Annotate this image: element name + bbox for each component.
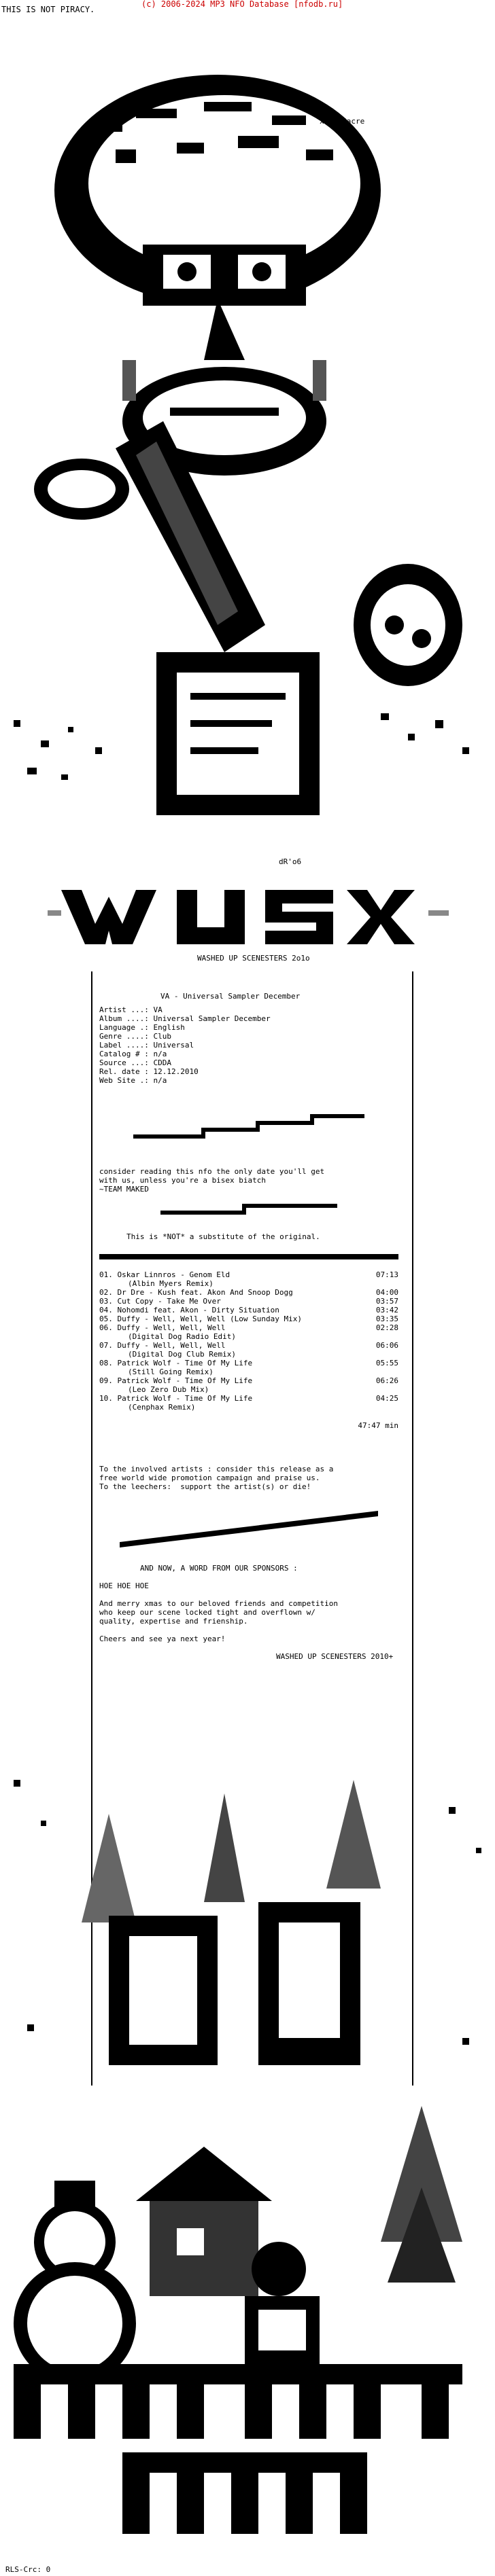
involved-line-1: To the involved artists : consider this release as a (99, 1465, 334, 1473)
involved-line-2: free world wide promotion campaign and praise us. (99, 1473, 320, 1482)
rls-crc: RLS-Crc: 0 (5, 2565, 51, 2574)
sponsors-sign: WASHED UP SCENESTERS 2010+ (276, 1652, 394, 1661)
field-row-source: Source ...: CDDA (99, 1058, 171, 1067)
track-row: 03. Cut Copy - Take Me Over 03:57 (99, 1297, 398, 1306)
sponsors-hoe: HOE HOE HOE (99, 1581, 149, 1590)
field-row-artist: Artist ...: VA (99, 1005, 163, 1014)
track-subtitle: (Still Going Remix) (128, 1367, 214, 1376)
field-row-genre: Genre ....: Club (99, 1032, 171, 1041)
divider-stairs-1 (133, 1107, 364, 1141)
header-left-text: THIS IS NOT PIRACY. (1, 5, 95, 14)
artist-credit-mid: dR'o6 (279, 857, 302, 866)
track-row: 05. Duffy - Well, Well, Well (Low Sunday Mix) 03:35 (99, 1314, 398, 1323)
sponsors-msg-1: And merry xmas to our beloved friends and competition (99, 1599, 338, 1608)
header-copyright-text: (c) 2006-2024 MP3 NFO Database [nfodb.ru] (141, 0, 343, 9)
track-subtitle: (Cenphax Remix) (128, 1403, 196, 1412)
consider-line-2: with us, unless you're a bisex biatch (99, 1176, 267, 1185)
track-subtitle: (Digital Dog Club Remix) (128, 1350, 236, 1359)
field-row-catalog: Catalog # : n/a (99, 1050, 167, 1058)
sponsors-heading: AND NOW, A WORD FROM OUR SPONSORS : (140, 1564, 298, 1573)
release-title: VA - Universal Sampler December (160, 992, 301, 1001)
track-subtitle: (Leo Zero Dub Mix) (128, 1385, 209, 1394)
track-subtitle: (Albin Myers Remix) (128, 1279, 214, 1288)
field-row-album: Album ....: Universal Sampler December (99, 1014, 271, 1023)
divider-bar (99, 1250, 398, 1266)
field-row-rel-date: Rel. date : 12.12.2010 (99, 1067, 199, 1076)
total-time: 47:47 min (358, 1421, 398, 1430)
wus-logo-art (48, 883, 449, 951)
field-row-label: Label ....: Universal (99, 1041, 194, 1050)
creature-ascii-art (0, 41, 495, 870)
sponsors-msg-2: who keep our scene locked tight and overflown w/ (99, 1608, 315, 1617)
release-fields (99, 1005, 271, 1085)
involved-line-3: To the leechers: support the artist(s) or die! (99, 1482, 311, 1491)
track-subtitle: (Digital Dog Radio Edit) (128, 1332, 236, 1341)
track-row: 06. Duffy - Well, Well, Well 02:28 (99, 1323, 398, 1332)
consider-line-3: ~TEAM MAKED (99, 1185, 149, 1194)
field-row-web-site: Web Site .: n/a (99, 1076, 167, 1085)
divider-stairs-2 (160, 1197, 337, 1217)
track-row: 07. Duffy - Well, Well, Well 06:06 (99, 1341, 398, 1350)
group-name: WASHED UP SCENESTERS 2o1o (197, 954, 310, 963)
sponsors-msg-3: quality, expertise and frienship. (99, 1617, 248, 1626)
substitute-notice: This is *NOT* a substitute of the original. (126, 1232, 320, 1241)
sponsors-cheers: Cheers and see ya next year! (99, 1634, 226, 1643)
consider-line-1: consider reading this nfo the only date you'll get (99, 1167, 325, 1176)
track-row: 10. Patrick Wolf - Time Of My Life 04:25 (99, 1394, 398, 1403)
christmas-ascii-art (0, 1766, 495, 2547)
track-row: 08. Patrick Wolf - Time Of My Life 05:55 (99, 1359, 398, 1367)
track-row: 02. Dr Dre - Kush feat. Akon And Snoop Dogg 04:00 (99, 1288, 398, 1297)
field-row-language: Language .: English (99, 1023, 185, 1032)
divider-stairs-3 (120, 1508, 378, 1549)
track-row: 01. Oskar Linnros - Genom Eld 07:13 (99, 1270, 398, 1279)
tracklist (99, 1270, 398, 1430)
artist-credit-top: x-maSSacre (320, 117, 365, 126)
track-row: 04. Nohomdi feat. Akon - Dirty Situation 03:42 (99, 1306, 398, 1314)
track-row: 09. Patrick Wolf - Time Of My Life 06:26 (99, 1376, 398, 1385)
